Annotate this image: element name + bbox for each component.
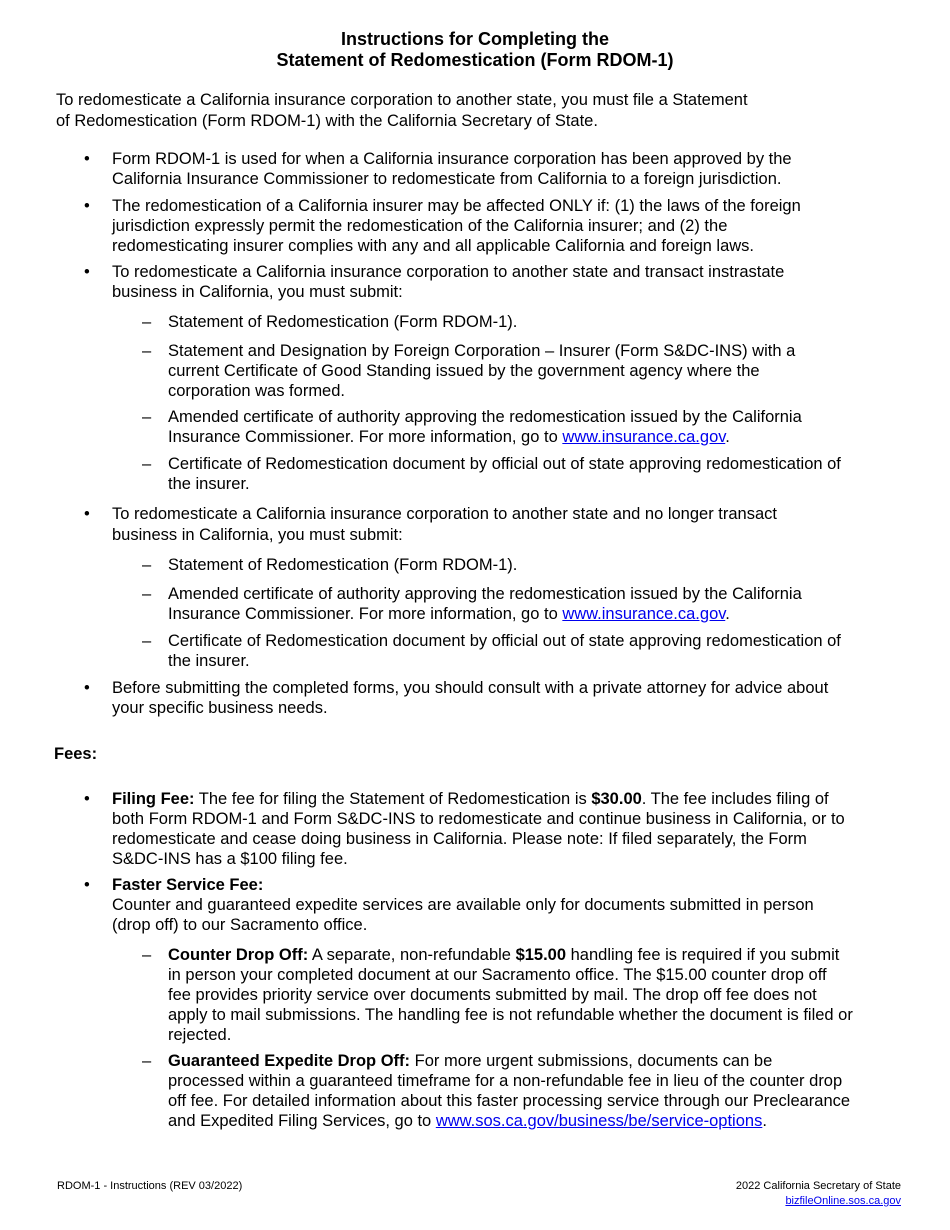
filing-fee-line: [112, 789, 912, 809]
bullet-transact-intrastate: [112, 262, 912, 302]
service-options-link[interactable]: www.sos.ca.gov/business/be/service-options: [435, 1112, 763, 1130]
page-title-line-1: Instructions for Completing the: [341, 29, 609, 49]
sub-item-line: [168, 604, 928, 624]
filing-fee-label: Filing Fee:: [112, 790, 195, 808]
guaranteed-expedite-text: For more urgent submissions, documents can be: [410, 1052, 773, 1070]
dash-marker: –: [142, 585, 152, 603]
counter-drop-off-line: in person your completed document at our Sacramento office. The $15.00 counter drop off: [168, 966, 827, 984]
bullet-line: business in California, you must submit:: [112, 283, 403, 301]
guaranteed-expedite-line: off fee. For detailed information about this faster processing service through our Preclearance: [168, 1092, 851, 1110]
sub-item-line: Certificate of Redomestication document by official out of state approving redomestication of: [168, 455, 841, 473]
bullet-no-longer-transact: [112, 504, 912, 546]
guaranteed-expedite-item: [168, 1051, 928, 1131]
bullet-marker: •: [84, 150, 90, 168]
sub-item-amended-certificate: [168, 407, 928, 447]
dash-marker: –: [142, 1052, 152, 1070]
sub-item-line: corporation was formed.: [168, 382, 345, 400]
bullet-line: your specific business needs.: [112, 699, 328, 717]
sub-item-line: Certificate of Redomestication document by official out of state approving redomestication of: [168, 632, 841, 650]
bullet-form-usage: [112, 149, 912, 189]
bullet-line: The redomestication of a California insurer may be affected ONLY if: (1) the laws of the foreign: [112, 197, 801, 215]
bizfile-online-link[interactable]: bizfileOnline.sos.ca.gov: [785, 1195, 901, 1207]
bullet-marker: •: [84, 505, 90, 523]
dash-marker: –: [142, 946, 152, 964]
faster-service-fee-item: [112, 875, 912, 935]
sub-item-line: the insurer.: [168, 652, 250, 670]
sub-item-text: .: [725, 605, 730, 623]
counter-drop-off-text: A separate, non-refundable: [308, 946, 516, 964]
sub-item-rdom-form: [168, 312, 928, 332]
bullet-redomestication-conditions: [112, 196, 912, 256]
sub-item-line: current Certificate of Good Standing issued by the government agency where the: [168, 362, 760, 380]
insurance-website-link[interactable]: www.insurance.ca.gov: [562, 428, 726, 446]
dash-marker: –: [142, 455, 152, 473]
bullet-marker: •: [84, 263, 90, 281]
dash-marker: –: [142, 556, 152, 574]
dash-marker: –: [142, 632, 152, 650]
filing-fee-amount: $30.00: [591, 790, 642, 808]
counter-drop-off-text: handling fee is required if you submit: [566, 946, 840, 964]
sub-item-amended-certificate: [168, 584, 928, 624]
sub-item-line: Statement and Designation by Foreign Corporation – Insurer (Form S&DC-INS) with a: [168, 342, 796, 360]
intro-line-2: of Redomestication (Form RDOM-1) with the California Secretary of State.: [56, 112, 598, 130]
sub-item-line: the insurer.: [168, 475, 250, 493]
counter-drop-off-line: fee provides priority service over documents submitted by mail. The drop off fee does not: [168, 986, 817, 1004]
counter-drop-off-line: apply to mail submissions. The handling fee is not refundable whether the document is filed or: [168, 1006, 853, 1024]
sub-item-text: Insurance Commissioner. For more information, go to: [168, 428, 563, 446]
bullet-consult-attorney: [112, 678, 912, 718]
intro-paragraph: [56, 90, 896, 132]
intro-line-1: To redomesticate a California insurance corporation to another state, you must file a Statement: [56, 91, 748, 109]
page-title: [0, 29, 950, 71]
filing-fee-line: both Form RDOM-1 and Form S&DC-INS to redomesticate and continue business in California, or to: [112, 810, 845, 828]
counter-drop-off-line: [168, 945, 928, 965]
sub-item-text: .: [725, 428, 730, 446]
bullet-marker: •: [84, 197, 90, 215]
counter-drop-off-amount: $15.00: [515, 946, 567, 964]
filing-fee-text: The fee for filing the Statement of Redomestication is: [194, 790, 592, 808]
counter-drop-off-line: rejected.: [168, 1026, 232, 1044]
insurance-website-link[interactable]: www.insurance.ca.gov: [562, 605, 726, 623]
footer-publisher: [736, 1179, 901, 1209]
guaranteed-expedite-line: processed within a guaranteed timeframe for a non-refundable fee in lieu of the counter drop: [168, 1072, 843, 1090]
counter-drop-off-label: Counter Drop Off:: [168, 946, 309, 964]
bullet-line: Form RDOM-1 is used for when a California insurance corporation has been approved by the: [112, 150, 792, 168]
footer-copyright: 2022 California Secretary of State: [735, 1180, 901, 1192]
filing-fee-text: . The fee includes filing of: [641, 790, 829, 808]
guaranteed-expedite-line: [168, 1051, 928, 1071]
bullet-line: California Insurance Commissioner to redomesticate from California to a foreign jurisdiction.: [112, 170, 782, 188]
bullet-line: To redomesticate a California insurance corporation to another state and transact instrastate: [112, 263, 785, 281]
sub-item-text: Insurance Commissioner. For more information, go to: [168, 605, 563, 623]
faster-service-fee-label: Faster Service Fee:: [112, 876, 264, 894]
counter-drop-off-item: [168, 945, 928, 1045]
sub-item-line: [168, 427, 928, 447]
filing-fee-line: redomesticate and cease doing business in California. Please note: If filed separately, the Form: [112, 830, 807, 848]
fees-heading: Fees:: [54, 745, 98, 763]
sub-item-certificate-of-redomestication: [168, 454, 928, 494]
guaranteed-expedite-text: and Expedited Filing Services, go to: [168, 1112, 436, 1130]
bullet-line: redomesticating insurer complies with any and all applicable California and foreign laws.: [112, 237, 755, 255]
footer-form-revision: RDOM-1 - Instructions (REV 03/2022): [57, 1180, 243, 1192]
sub-item-line: Amended certificate of authority approving the redomestication issued by the California: [168, 408, 802, 426]
sub-item-sdc-ins-form: [168, 341, 928, 401]
sub-item-line: Amended certificate of authority approving the redomestication issued by the California: [168, 585, 802, 603]
bullet-marker: •: [84, 679, 90, 697]
sub-item-certificate-of-redomestication: [168, 631, 928, 671]
sub-item-rdom-form: [168, 555, 928, 575]
faster-service-fee-line: (drop off) to our Sacramento office.: [112, 916, 368, 934]
guaranteed-expedite-line: [168, 1111, 928, 1131]
page-title-line-2: Statement of Redomestication (Form RDOM-1): [276, 50, 674, 70]
bullet-line: Before submitting the completed forms, you should consult with a private attorney for advice about: [112, 679, 829, 697]
bullet-line: business in California, you must submit:: [112, 526, 403, 544]
guaranteed-expedite-text: .: [762, 1112, 767, 1130]
bullet-line: To redomesticate a California insurance corporation to another state and no longer transact: [112, 505, 777, 523]
filing-fee-line: S&DC-INS has a $100 filing fee.: [112, 850, 348, 868]
bullet-line: jurisdiction expressly permit the redomestication of the California insurer; and (2) the: [112, 217, 728, 235]
bullet-marker: •: [84, 790, 90, 808]
guaranteed-expedite-label: Guaranteed Expedite Drop Off:: [168, 1052, 411, 1070]
dash-marker: –: [142, 342, 152, 360]
dash-marker: –: [142, 408, 152, 426]
filing-fee-item: [112, 789, 912, 869]
sub-item-line: Statement of Redomestication (Form RDOM-1).: [168, 313, 518, 331]
dash-marker: –: [142, 313, 152, 331]
bullet-marker: •: [84, 876, 90, 894]
faster-service-fee-line: Counter and guaranteed expedite services are available only for documents submitted in person: [112, 896, 814, 914]
sub-item-line: Statement of Redomestication (Form RDOM-1).: [168, 556, 518, 574]
